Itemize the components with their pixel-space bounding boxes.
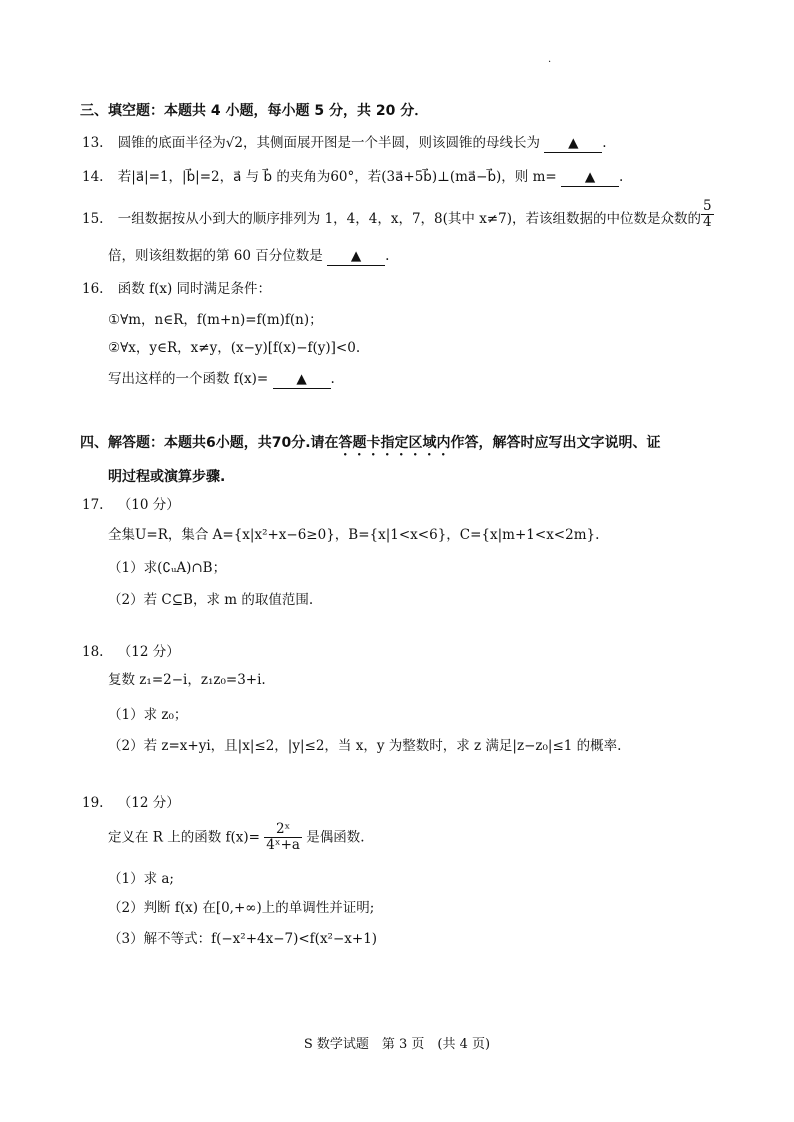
question-18-stem: 复数 z₁=2−i，z₁z₀=3+i. (108, 672, 266, 688)
condition-2: ②∀x，y∈R，x≠y，(x−y)[f(x)−f(y)]<0. (108, 340, 361, 356)
question-number: 15. (82, 211, 104, 227)
question-text: 若|a⃗|=1，|b⃗|=2，a⃗ 与 b⃗ 的夹角为60°，若(3a⃗+5b⃗)⊥(ma⃗−b⃗)，则 m= (117, 169, 557, 185)
question-14 (82, 168, 623, 187)
answer-blank: ▲ (544, 134, 602, 153)
question-number: 19. (82, 795, 104, 811)
answer-blank: ▲ (327, 247, 385, 266)
question-19-part-1: （1）求 a; (108, 871, 174, 887)
question-text: 写出这样的一个函数 f(x)= (108, 371, 269, 387)
section-4-title-line-2: 明过程或演算步骤. (108, 469, 226, 485)
answer-blank: ▲ (273, 370, 331, 389)
question-18-part-1: （1）求 z₀； (108, 707, 188, 723)
question-19-part-2: （2）判断 f(x) 在[0,+∞)上的单调性并证明; (108, 900, 375, 916)
question-17-part-1: （1）求(∁ᵤA)∩B； (108, 560, 227, 576)
question-18-part-2: （2）若 z=x+yi，且|x|≤2，|y|≤2，当 x，y 为整数时，求 z 满足|z−z₀|≤1 的概率. (108, 738, 622, 754)
question-number: 17. (82, 497, 104, 513)
fraction-denominator: 4ˣ+a (266, 837, 300, 853)
section-4-title-emphasis: 答题卡指定区域内 (338, 435, 451, 451)
question-16-line-4 (108, 370, 335, 389)
section-4-title-part: 四、解答题：本题共6小题，共70分.请在 (80, 435, 339, 451)
question-text: 倍，则该组数据的第 60 百分位数是 (108, 248, 323, 264)
question-18 (82, 643, 180, 661)
section-3-title: 三、填空题：本题共 4 小题，每小题 5 分，共 20 分． (80, 103, 429, 119)
question-number: 16. (82, 281, 104, 297)
question-17 (82, 496, 180, 514)
question-15 (82, 210, 701, 228)
question-number: 14. (82, 169, 104, 185)
question-text: 一组数据按从小到大的顺序排列为 1，4，4，x，7，8(其中 x≠7)，若该组数据的中位数是众数的 (117, 211, 701, 227)
fraction-numerator: 2ˣ (264, 822, 302, 838)
question-number: 13. (82, 135, 104, 151)
question-end: . (385, 248, 390, 264)
question-text: 函数 f(x) 同时满足条件： (117, 281, 272, 297)
section-4-title (80, 432, 661, 459)
question-17-part-2: （2）若 C⊆B，求 m 的取值范围. (108, 592, 314, 608)
fraction-denominator: 4 (703, 214, 712, 230)
question-text: 圆锥的底面半径为√2，其侧面展开图是一个半圆，则该圆锥的母线长为 (117, 135, 540, 151)
fraction-5-4 (701, 199, 714, 230)
question-text: 是偶函数. (306, 829, 365, 846)
question-end: . (330, 371, 335, 387)
question-score: （10 分） (117, 497, 180, 513)
question-score: （12 分） (117, 795, 180, 811)
question-score: （12 分） (117, 644, 180, 660)
section-4-title-part: 作答，解答时应写出文字说明、证 (450, 435, 661, 451)
page-mark: . (548, 54, 552, 65)
question-end: . (602, 135, 607, 151)
question-19 (82, 794, 180, 812)
question-number: 18. (82, 644, 104, 660)
question-text: 定义在 R 上的函数 f(x)= (108, 829, 260, 846)
answer-blank: ▲ (561, 168, 619, 187)
question-19-stem (108, 822, 365, 853)
page-footer: S 数学试题 第 3 页 (共 4 页) (303, 1037, 491, 1052)
question-19-part-3: （3）解不等式：f(−x²+4x−7)<f(x²−x+1) (108, 931, 378, 947)
question-end: . (619, 169, 624, 185)
fraction-numerator: 5 (703, 198, 712, 214)
question-15-line-2 (108, 247, 389, 266)
question-17-stem: 全集U=R，集合 A={x|x²+x−6≥0}，B={x|1<x<6}，C={x|m+1<x<2m}. (108, 527, 600, 543)
question-13 (82, 134, 607, 153)
question-16 (82, 280, 271, 298)
condition-1: ①∀m，n∈R，f(m+n)=f(m)f(n)； (108, 312, 323, 328)
